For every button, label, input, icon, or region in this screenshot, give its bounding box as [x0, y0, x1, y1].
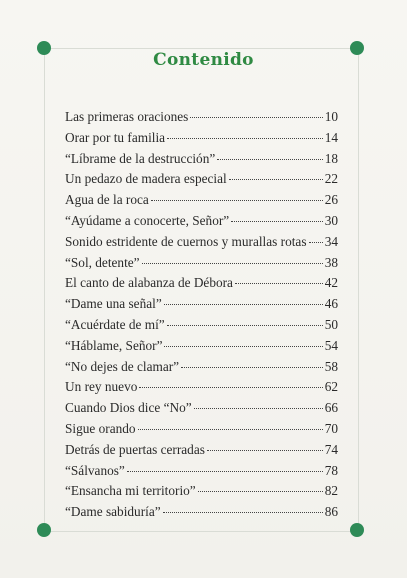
toc-entry-page-number: 26 [324, 192, 338, 208]
toc-entry-page-number: 78 [324, 462, 338, 478]
toc-entry-title: Un pedazo de madera especial [65, 171, 227, 187]
toc-entry-title: Detrás de puertas cerradas [65, 441, 205, 457]
toc-entry [65, 463, 338, 484]
dot-leader [167, 137, 323, 139]
toc-entry [65, 400, 338, 421]
toc-entry-title: Las primeras oraciones [65, 109, 189, 124]
toc-entry-title: Un rey nuevo [65, 379, 138, 395]
dot-leader [142, 262, 323, 264]
dot-leader [190, 116, 322, 118]
toc-entry-title: “Sol, detente” [65, 254, 140, 270]
toc-entry-title: Sigue orando [65, 420, 136, 436]
toc-entry-page-number: 50 [324, 316, 338, 332]
dot-leader [309, 241, 323, 243]
toc-entry-title: “Ayúdame a conocerte, Señor” [65, 212, 230, 228]
toc-entry [65, 192, 338, 213]
dot-leader [217, 158, 322, 160]
dot-leader [235, 282, 323, 284]
dot-leader [138, 428, 323, 430]
dot-leader [194, 407, 323, 409]
toc-entry-page-number: 30 [324, 212, 338, 228]
toc-entry-title: Sonido estridente de cuernos y murallas rotas [65, 233, 307, 249]
toc-entry [65, 171, 338, 192]
toc-entry-title: El canto de alabanza de Débora [65, 275, 233, 291]
page-title: Contenido [153, 50, 254, 70]
toc-entry-page-number: 22 [324, 171, 338, 187]
toc-entry [65, 130, 338, 151]
dot-leader [231, 220, 323, 222]
dot-leader [164, 303, 323, 305]
toc-entry-title: “No dejes de clamar” [65, 358, 180, 374]
toc-entry [65, 483, 338, 504]
toc-entry-page-number: 42 [324, 275, 338, 291]
toc-entry-page-number: 46 [324, 296, 338, 312]
toc-entry [65, 317, 338, 338]
toc-entry-page-number: 38 [324, 254, 338, 270]
toc-entry [65, 213, 338, 234]
toc-entry-title: “Líbrame de la destrucción” [65, 150, 216, 166]
dot-leader [139, 386, 322, 388]
toc-entry-page-number: 82 [324, 483, 338, 499]
toc-entry-title: “Sálvanos” [65, 462, 125, 478]
toc-entry-page-number: 62 [324, 379, 338, 395]
toc-entry-title: “Dame sabiduría” [65, 504, 161, 520]
toc-entry-title: “Háblame, Señor” [65, 337, 163, 353]
toc-entry [65, 109, 338, 130]
toc-entry-page-number: 66 [324, 400, 338, 416]
table-of-contents [65, 109, 338, 525]
toc-entry-title: “Ensancha mi territorio” [65, 483, 196, 499]
toc-entry-page-number: 74 [324, 441, 338, 457]
toc-entry-page-number: 58 [324, 358, 338, 374]
toc-entry-page-number: 14 [324, 129, 338, 145]
toc-entry-title: “Dame una señal” [65, 296, 162, 312]
toc-entry-page-number: 70 [324, 420, 338, 436]
dot-leader [229, 178, 323, 180]
dot-leader [127, 470, 323, 472]
toc-entry-page-number: 18 [324, 150, 338, 166]
dot-leader [181, 366, 323, 368]
toc-entry [65, 255, 338, 276]
dot-leader [207, 449, 323, 451]
toc-entry-page-number: 54 [324, 337, 338, 353]
toc-entry [65, 296, 338, 317]
toc-entry-page-number: 10 [324, 109, 338, 124]
toc-entry [65, 275, 338, 296]
toc-entry-title: Agua de la roca [65, 192, 149, 208]
dot-leader [198, 490, 323, 492]
toc-entry [65, 338, 338, 359]
toc-entry-title: Orar por tu familia [65, 129, 166, 145]
toc-entry-title: “Acuérdate de mí” [65, 316, 165, 332]
toc-entry [65, 234, 338, 255]
toc-entry [65, 359, 338, 380]
dot-leader [167, 324, 323, 326]
toc-entry [65, 379, 338, 400]
toc-entry [65, 421, 338, 442]
dot-leader [164, 345, 322, 347]
corner-dot-bottom-left [37, 523, 51, 537]
dot-leader [151, 199, 323, 201]
toc-entry [65, 442, 338, 463]
toc-entry-page-number: 86 [324, 504, 338, 520]
toc-entry [65, 151, 338, 172]
dot-leader [163, 511, 323, 513]
corner-dot-bottom-right [350, 523, 364, 537]
toc-entry-page-number: 34 [324, 233, 338, 249]
toc-entry-title: Cuando Dios dice “No” [65, 400, 192, 416]
toc-entry [65, 504, 338, 525]
